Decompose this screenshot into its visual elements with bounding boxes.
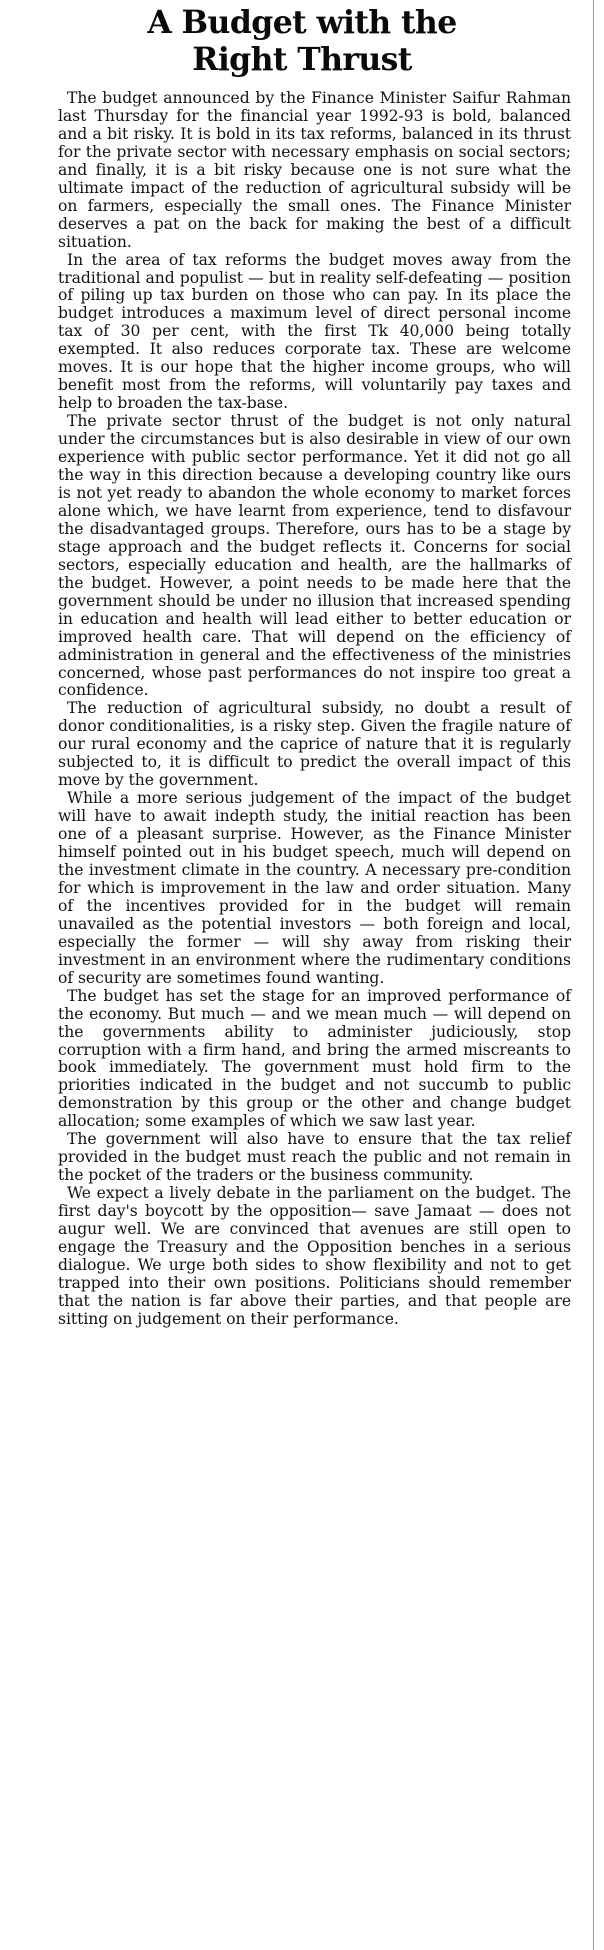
column-rule xyxy=(593,0,594,1950)
paragraph-private-sector: The private sector thrust of the budget is not only natural under the circumstances but is also desirable in view of our own experience with public sector performance. Yet it did not go all the way in this direction because a developing country like ours is not yet ready to abandon the whole economy to market forces alone which, we have learnt from experience, tend to disfavour the disadvantaged groups. Therefore, ours has to be a stage by stage approach and the budget reflects it. Concerns for social sectors, especially education and health, are the hallmarks of the budget. However, a point needs to be made here that the government should be under no illusion that increased spending in education and health will lead either to better education or improved health care. That will depend on the efficiency of administration in general and the effectiveness of the ministries concerned, whose past performances do not inspire too great a confidence. xyxy=(58,412,571,700)
headline-line-2: Right Thrust xyxy=(192,41,412,78)
headline-line-1: A Budget with the xyxy=(147,4,457,41)
paragraph-tax-relief: The government will also have to ensure that the tax relief provided in the budget must reach the public and not remain in the pocket of the traders or the business community. xyxy=(58,1130,571,1185)
editorial-body xyxy=(58,90,571,1329)
paragraph-government-ability: The budget has set the stage for an improved performance of the economy. But much — and we mean much — will depend on the governments ability to administer judiciously, stop corruption with a firm hand, and bring the armed miscreants to book immediately. The government must hold firm to the priorities indicated in the budget and not succumb to public demonstration by this group or the other and change budget allocation; some examples of which we saw last year. xyxy=(58,986,571,1131)
paragraph-parliament-debate: We expect a lively debate in the parliament on the budget. The first day's boycott by the opposition— save Jamaat — does not augur well. We are convinced that avenues are still open to engage the Treasury and the Opposition benches in a serious dialogue. We urge both sides to show flexibility and not to get trapped into their own positions. Politicians should remember that the nation is far above their parties, and that people are sitting on judgement on their performance. xyxy=(58,1184,571,1328)
paragraph-tax-reforms: In the area of tax reforms the budget moves away from the traditional and populist — but in reality self-defeating — position of piling up tax burden on those who can pay. In its place the budget introduces a maximum level of direct personal income tax of 30 per cent, with the first Tk 40,000 being totally exempted. It also reduces corporate tax. These are welcome moves. It is our hope that the higher income groups, who will benefit most from the reforms, will voluntarily pay taxes and help to broaden the tax-base. xyxy=(58,250,571,413)
paragraph-investment-climate: While a more serious judgement of the impact of the budget will have to await indepth study, the initial reaction has been one of a pleasant surprise. However, as the Finance Minister himself pointed out in his budget speech, much will depend on the investment climate in the country. A necessary pre-condition for which is improvement in the law and order situation. Many of the incentives provided for in the budget will remain unavailed as the potential investors — both foreign and local, especially the former — will shy away from risking their investment in an environment where the rudimentary conditions of security are sometimes found wanting. xyxy=(58,789,571,987)
paragraph-agricultural-subsidy: The reduction of agricultural subsidy, no doubt a result of donor conditionalities, is a risky step. Given the fragile nature of our rural economy and the caprice of nature that it is regularly subjected to, it is difficult to predict the overall impact of this move by the government. xyxy=(58,699,571,790)
headline xyxy=(0,4,604,78)
paragraph-budget-overview: The budget announced by the Finance Minister Saifur Rahman last Thursday for the financial year 1992-93 is bold, balanced and a bit risky. It is bold in its tax reforms, balanced in its thrust for the private sector with necessary emphasis on social sectors; and finally, it is a bit risky because one is not sure what the ultimate impact of the reduction of agricultural subsidy will be on farmers, especially the small ones. The Finance Minister deserves a pat on the back for making the best of a difficult situation. xyxy=(58,89,571,251)
